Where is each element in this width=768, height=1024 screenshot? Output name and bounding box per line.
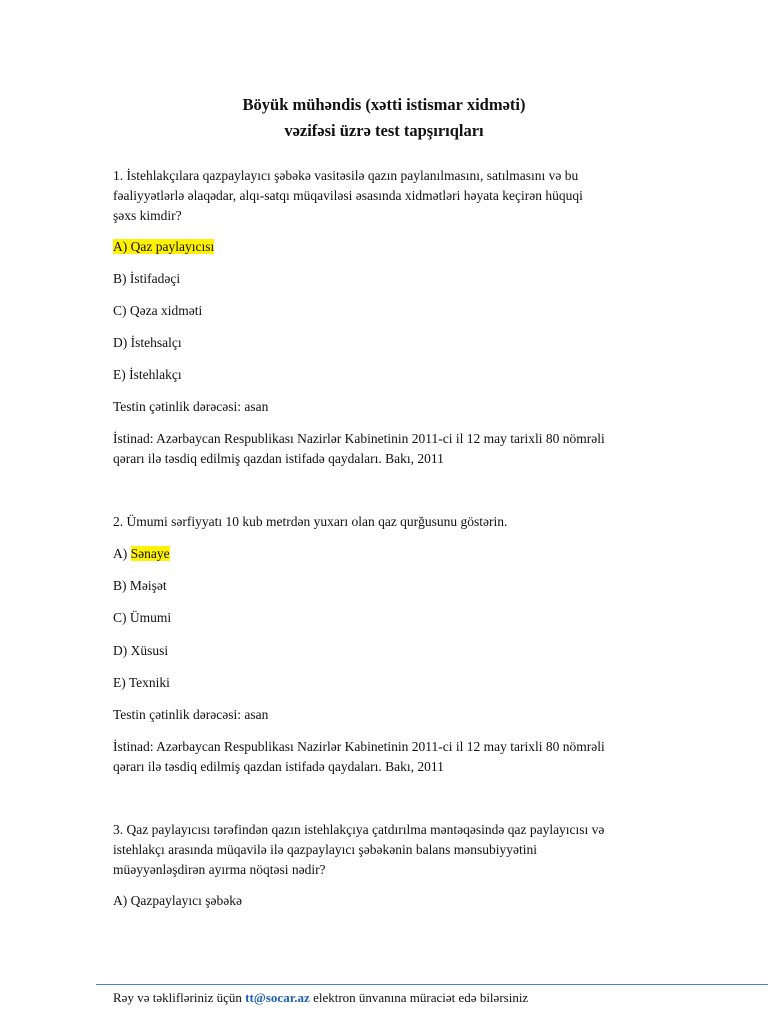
question-2-option-a: [113, 543, 653, 564]
answer-highlight: Sənaye: [130, 546, 170, 561]
question-2-reference-line-1: İstinad: Azərbaycan Respublikası Nazirlər Kabinetinin 2011-ci il 12 may tarixli 80 nömrəli: [113, 739, 605, 754]
question-1-option-a: [113, 236, 653, 257]
question-1-option-b: B) İstifadəçi: [113, 271, 181, 286]
option-prefix: A): [113, 546, 131, 561]
question-1-option-c: C) Qəza xidməti: [113, 303, 203, 318]
question-1-reference-line-1: İstinad: Azərbaycan Respublikası Nazirlər Kabinetinin 2011-ci il 12 may tarixli 80 nömrəli: [113, 431, 605, 446]
question-3-text-line-3: müəyyənləşdirən ayırma nöqtəsi nədir?: [113, 862, 326, 877]
question-3-text-line-1: 3. Qaz paylayıcısı tərəfindən qazın istehlakçıya çatdırılma məntəqəsində qaz paylayıcısı və: [113, 822, 605, 837]
question-2-option-c: C) Ümumi: [113, 610, 172, 625]
question-1-difficulty: Testin çətinlik dərəcəsi: asan: [113, 399, 269, 414]
footer-text-after: elektron ünvanına müraciət edə bilərsiniz: [309, 990, 529, 1005]
footer-text-before: Rəy və təklifləriniz üçün: [113, 990, 246, 1005]
footer-divider: [96, 984, 768, 985]
document-title-line-1: Böyük mühəndis (xətti istismar xidməti): [242, 95, 526, 114]
question-1-reference-line-2: qərarı ilə təsdiq edilmiş qazdan istifadə qaydaları. Bakı, 2011: [113, 451, 444, 466]
question-2-text-line-1: 2. Ümumi sərfiyyatı 10 kub metrdən yuxarı olan qaz qurğusunu göstərin.: [113, 514, 508, 529]
document-title-line-2: vəzifəsi üzrə test tapşırıqları: [284, 121, 484, 140]
question-1-option-d: D) İstehsalçı: [113, 335, 182, 350]
question-2-reference-line-2: qərarı ilə təsdiq edilmiş qazdan istifadə qaydaları. Bakı, 2011: [113, 759, 444, 774]
question-1-text-line-1: 1. İstehlakçılara qazpaylayıcı şəbəkə vasitəsilə qazın paylanılmasını, satılmasını və bu: [113, 168, 579, 183]
question-2-option-e: E) Texniki: [113, 675, 170, 690]
answer-highlight: A) Qaz paylayıcısı: [113, 239, 215, 254]
question-2-difficulty: Testin çətinlik dərəcəsi: asan: [113, 707, 269, 722]
question-2-option-d: D) Xüsusi: [113, 643, 169, 658]
question-3-option-a: A) Qazpaylayıcı şəbəkə: [113, 893, 242, 908]
question-2-option-b: B) Məişət: [113, 578, 167, 593]
question-3-text-line-2: istehlakçı arasında müqavilə ilə qazpaylayıcı şəbəkənin balans mənsubiyyətini: [113, 842, 537, 857]
question-1-option-e: E) İstehlakçı: [113, 367, 182, 382]
footer-note: [113, 989, 528, 1007]
question-1-text-line-2: fəaliyyətlərlə əlaqədar, alqı-satqı müqaviləsi əsasında xidmətləri həyata keçirən hüquqi: [113, 188, 583, 203]
footer-email-link[interactable]: tt@socar.az: [245, 990, 310, 1005]
question-1-text-line-3: şəxs kimdir?: [113, 208, 182, 223]
